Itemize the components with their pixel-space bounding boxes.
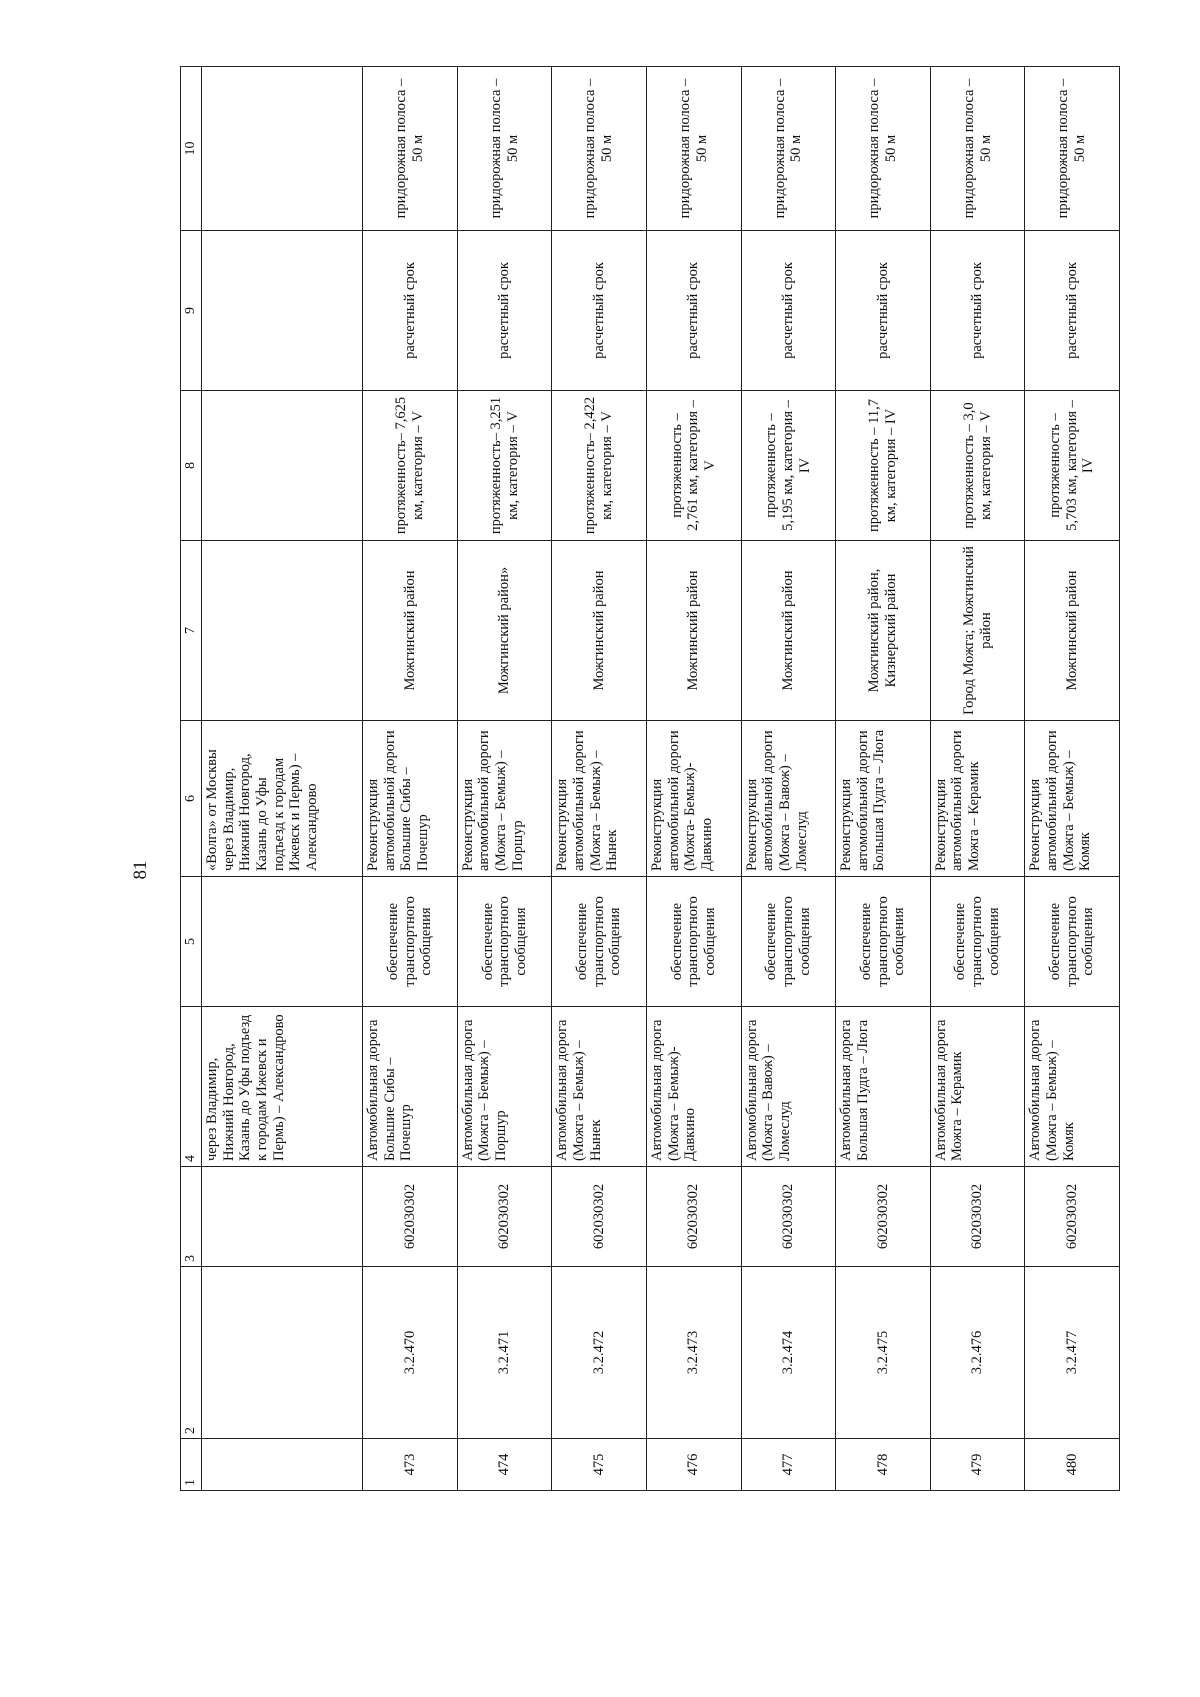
cell-object-location: Можгинский район, Кизнерский район <box>836 541 931 721</box>
cell-object-purpose: обеспечение транспортного сообщения <box>552 877 647 1007</box>
header-cell-7: 7 <box>181 541 202 721</box>
cell-empty <box>202 1439 363 1491</box>
cell-row-number: 476 <box>646 1439 741 1491</box>
cell-object-name: Автомобильная дорога (Можга – Бемыж) – Поршур <box>457 1007 552 1167</box>
cell-object-description: Реконструкция автомобильной дороги Большие Сибы – Почешур <box>363 721 458 877</box>
table-row <box>457 67 552 1491</box>
cell-empty <box>202 1167 363 1267</box>
cell-object-description: Реконструкция автомобильной дороги Можга – Керамик <box>930 721 1025 877</box>
cell-object-characteristics: протяженность– 2,422 км, категория – V <box>552 391 647 541</box>
cell-object-characteristics: протяженность – 5,195 км, категория – IV <box>741 391 836 541</box>
cell-object-description: Реконструкция автомобильной дороги (Можга- Бемыж)- Давкино <box>646 721 741 877</box>
cell-object-name: Автомобильная дорога (Можга – Бемыж) – Комяк <box>1025 1007 1120 1167</box>
table-body <box>202 67 1120 1491</box>
cell-continued-description: «Волга» от Москвы через Владимир, Нижний Новгород, Казань до Уфы подъезд к городам Ижевск и Пермь) – Александрово <box>202 721 363 877</box>
header-cell-4: 4 <box>181 1007 202 1167</box>
cell-implementation-term: расчетный срок <box>457 231 552 391</box>
cell-object-description: Реконструкция автомобильной дороги Большая Пудга – Люга <box>836 721 931 877</box>
cell-object-purpose: обеспечение транспортного сообщения <box>741 877 836 1007</box>
cell-continued-name: через Владимир, Нижний Новгород, Казань до Уфы подъезд к городам Ижевск и Пермь) – Александрово <box>202 1007 363 1167</box>
header-cell-10: 10 <box>181 67 202 231</box>
cell-zone-parameters: придорожная полоса – 50 м <box>836 67 931 231</box>
cell-object-characteristics: протяженность – 5,703 км, категория – IV <box>1025 391 1120 541</box>
cell-object-location: Можгинский район <box>552 541 647 721</box>
table-row <box>1025 67 1120 1491</box>
cell-object-name: Автомобильная дорога (Можга – Вавож) – Ломеслуд <box>741 1007 836 1167</box>
cell-okato-code: 602030302 <box>1025 1167 1120 1267</box>
cell-object-purpose: обеспечение транспортного сообщения <box>646 877 741 1007</box>
cell-object-code: 3.2.470 <box>363 1267 458 1439</box>
cell-object-purpose: обеспечение транспортного сообщения <box>457 877 552 1007</box>
cell-object-name: Автомобильная дорога (Можга – Бемыж)- Давкино <box>646 1007 741 1167</box>
cell-object-characteristics: протяженность– 7,625 км, категория – V <box>363 391 458 541</box>
cell-implementation-term: расчетный срок <box>836 231 931 391</box>
cell-implementation-term: расчетный срок <box>930 231 1025 391</box>
cell-row-number: 474 <box>457 1439 552 1491</box>
cell-okato-code: 602030302 <box>646 1167 741 1267</box>
cell-object-name: Автомобильная дорога Большая Пудга – Люга <box>836 1007 931 1167</box>
cell-object-code: 3.2.474 <box>741 1267 836 1439</box>
cell-object-location: Можгинский район» <box>457 541 552 721</box>
table-row <box>836 67 931 1491</box>
cell-zone-parameters: придорожная полоса – 50 м <box>930 67 1025 231</box>
cell-object-code: 3.2.475 <box>836 1267 931 1439</box>
cell-object-name: Автомобильная дорога (Можга – Бемыж) – Нынек <box>552 1007 647 1167</box>
cell-zone-parameters: придорожная полоса – 50 м <box>363 67 458 231</box>
header-cell-2: 2 <box>181 1267 202 1439</box>
cell-object-location: Можгинский район <box>646 541 741 721</box>
cell-object-code: 3.2.471 <box>457 1267 552 1439</box>
cell-object-purpose: обеспечение транспортного сообщения <box>930 877 1025 1007</box>
cell-object-name: Автомобильная дорога Большие Сибы – Почешур <box>363 1007 458 1167</box>
cell-empty <box>202 1267 363 1439</box>
cell-object-description: Реконструкция автомобильной дороги (Можга – Бемыж) – Нынек <box>552 721 647 877</box>
cell-row-number: 479 <box>930 1439 1025 1491</box>
cell-object-code: 3.2.472 <box>552 1267 647 1439</box>
cell-object-description: Реконструкция автомобильной дороги (Можга – Бемыж) – Поршур <box>457 721 552 877</box>
cell-zone-parameters: придорожная полоса – 50 м <box>457 67 552 231</box>
header-cell-9: 9 <box>181 231 202 391</box>
cell-okato-code: 602030302 <box>363 1167 458 1267</box>
cell-object-location: Город Можга; Можгинский район <box>930 541 1025 721</box>
cell-object-purpose: обеспечение транспортного сообщения <box>836 877 931 1007</box>
page-number: 81 <box>130 860 151 880</box>
cell-empty <box>202 541 363 721</box>
document-table-rotated <box>180 67 1120 1491</box>
continuation-row <box>202 67 363 1491</box>
cell-object-code: 3.2.473 <box>646 1267 741 1439</box>
cell-implementation-term: расчетный срок <box>646 231 741 391</box>
cell-empty <box>202 391 363 541</box>
table-row <box>552 67 647 1491</box>
cell-row-number: 477 <box>741 1439 836 1491</box>
cell-object-location: Можгинский район <box>741 541 836 721</box>
table-row <box>646 67 741 1491</box>
cell-implementation-term: расчетный срок <box>1025 231 1120 391</box>
cell-okato-code: 602030302 <box>457 1167 552 1267</box>
cell-object-code: 3.2.477 <box>1025 1267 1120 1439</box>
cell-object-name: Автомобильная дорога Можга – Керамик <box>930 1007 1025 1167</box>
header-cell-3: 3 <box>181 1167 202 1267</box>
cell-row-number: 473 <box>363 1439 458 1491</box>
header-cell-6: 6 <box>181 721 202 877</box>
table-row <box>930 67 1025 1491</box>
cell-object-location: Можгинский район <box>1025 541 1120 721</box>
cell-zone-parameters: придорожная полоса – 50 м <box>646 67 741 231</box>
cell-object-description: Реконструкция автомобильной дороги (Можга – Вавож) – Ломеслуд <box>741 721 836 877</box>
cell-object-characteristics: протяженность – 11,7 км, категория – IV <box>836 391 931 541</box>
cell-object-characteristics: протяженность – 2,761 км, категория – V <box>646 391 741 541</box>
cell-implementation-term: расчетный срок <box>552 231 647 391</box>
cell-object-purpose: обеспечение транспортного сообщения <box>363 877 458 1007</box>
header-cell-5: 5 <box>181 877 202 1007</box>
cell-okato-code: 602030302 <box>741 1167 836 1267</box>
cell-zone-parameters: придорожная полоса – 50 м <box>552 67 647 231</box>
cell-okato-code: 602030302 <box>552 1167 647 1267</box>
cell-empty <box>202 231 363 391</box>
cell-okato-code: 602030302 <box>836 1167 931 1267</box>
cell-okato-code: 602030302 <box>930 1167 1025 1267</box>
planning-table <box>180 66 1120 1491</box>
cell-row-number: 480 <box>1025 1439 1120 1491</box>
table-row <box>741 67 836 1491</box>
cell-object-purpose: обеспечение транспортного сообщения <box>1025 877 1120 1007</box>
header-row <box>181 67 202 1491</box>
cell-object-location: Можгинский район <box>363 541 458 721</box>
cell-empty <box>202 67 363 231</box>
header-cell-1: 1 <box>181 1439 202 1491</box>
cell-row-number: 478 <box>836 1439 931 1491</box>
table-row <box>363 67 458 1491</box>
cell-object-characteristics: протяженность– 3,251 км, категория – V <box>457 391 552 541</box>
cell-implementation-term: расчетный срок <box>363 231 458 391</box>
cell-empty <box>202 877 363 1007</box>
cell-zone-parameters: придорожная полоса – 50 м <box>1025 67 1120 231</box>
cell-row-number: 475 <box>552 1439 647 1491</box>
cell-zone-parameters: придорожная полоса – 50 м <box>741 67 836 231</box>
header-cell-8: 8 <box>181 391 202 541</box>
cell-implementation-term: расчетный срок <box>741 231 836 391</box>
cell-object-description: Реконструкция автомобильной дороги (Можга – Бемыж) – Комяк <box>1025 721 1120 877</box>
cell-object-code: 3.2.476 <box>930 1267 1025 1439</box>
cell-object-characteristics: протяженность – 3,0 км, категория – V <box>930 391 1025 541</box>
